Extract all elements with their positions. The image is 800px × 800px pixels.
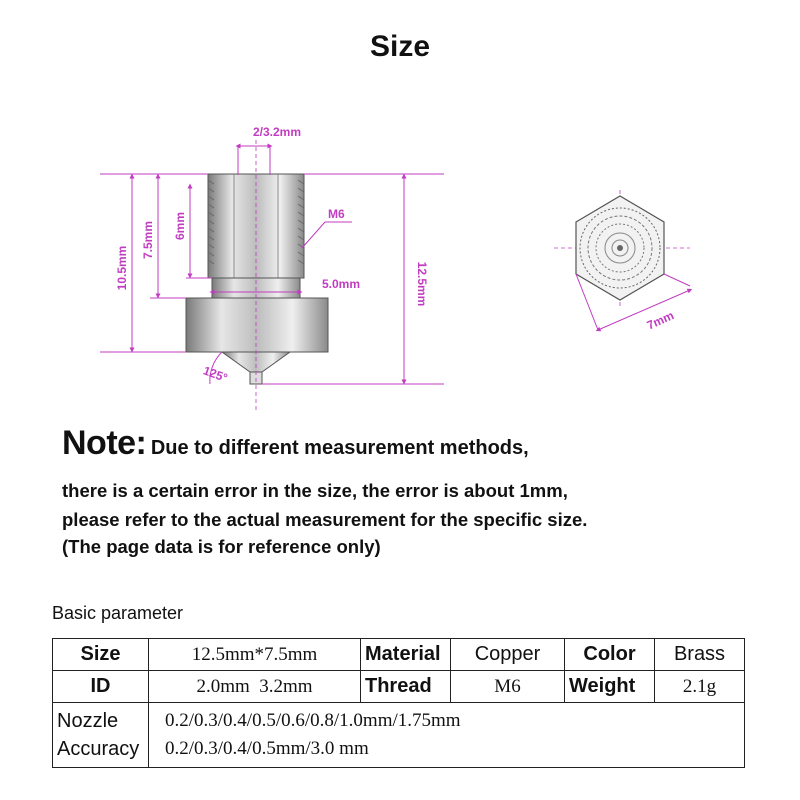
nozzle-accuracy-values — [149, 703, 745, 768]
note-line-1: there is a certain error in the size, the error is about 1mm, — [62, 480, 568, 501]
nozzle-sizes-line: 0.2/0.3/0.4/0.5/0.6/0.8/1.0mm/1.75mm — [165, 710, 461, 731]
thread-value: M6 — [451, 671, 565, 703]
base-width-dimension: 5.0mm — [322, 277, 361, 291]
accuracy-sizes-line: 0.2/0.3/0.4/0.5mm/3.0 mm — [165, 738, 369, 759]
note-line-2: please refer to the actual measurement for the specific size. — [62, 509, 588, 530]
note-heading: Due to different measurement methods, — [150, 437, 529, 459]
note-label: Note: — [62, 424, 147, 462]
color-value: Brass — [655, 639, 745, 671]
parameter-table — [52, 638, 745, 768]
thread-label: Thread — [361, 671, 451, 703]
page-title: Size — [369, 30, 431, 63]
table-row — [53, 639, 745, 671]
upper-length-dimension: 7.5mm — [141, 220, 155, 260]
weight-label: Weight — [565, 671, 655, 703]
note-heading-line — [62, 424, 529, 463]
size-value: 12.5mm*7.5mm — [149, 639, 361, 671]
thread-dimension: M6 — [328, 207, 345, 221]
size-label: Size — [53, 639, 149, 671]
id-label: ID — [53, 671, 149, 703]
tip-angle-dimension: 125° — [201, 363, 230, 386]
shank-length-dimension: 10.5mm — [115, 245, 129, 291]
bore-dimension: 2/3.2mm — [252, 125, 302, 139]
hex-width-dimension: 7mm — [644, 308, 677, 333]
thread-length-dimension: 6mm — [173, 211, 187, 241]
nozzle-hex-view — [554, 190, 690, 332]
table-row — [53, 703, 745, 768]
table-row — [53, 671, 745, 703]
basic-parameter-heading: Basic parameter — [52, 603, 184, 623]
material-label: Material — [361, 639, 451, 671]
material-value: Copper — [451, 639, 565, 671]
accuracy-label-line: Accuracy — [57, 738, 140, 760]
color-label: Color — [565, 639, 655, 671]
note-line-3: (The page data is for reference only) — [62, 536, 381, 557]
weight-value: 2.1g — [655, 671, 745, 703]
nozzle-accuracy-label — [53, 703, 149, 768]
nozzle-label-line: Nozzle — [57, 710, 119, 732]
total-length-dimension: 12.5mm — [415, 261, 429, 307]
id-value: 2.0mm 3.2mm — [149, 671, 361, 703]
